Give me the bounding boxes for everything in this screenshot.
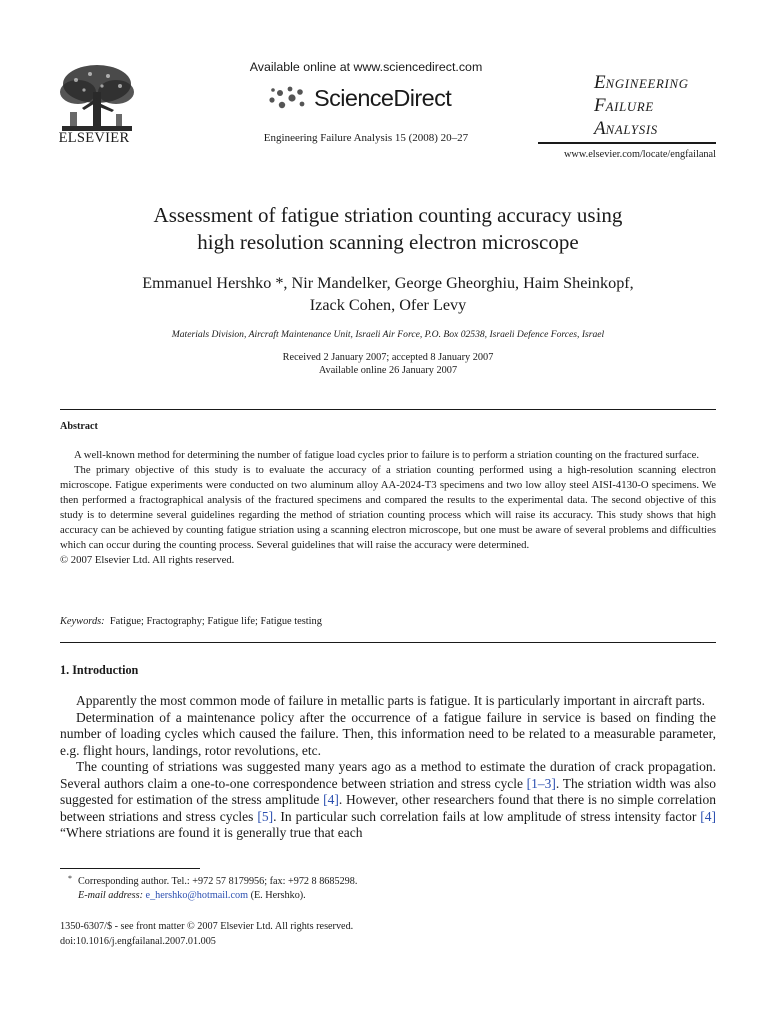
- introduction-body: [60, 693, 716, 842]
- keywords-line: [60, 616, 716, 627]
- citation-link[interactable]: [4]: [700, 808, 717, 824]
- abstract-bottom-rule: [60, 642, 716, 643]
- available-online-line: Available online at www.sciencedirect.com: [249, 60, 483, 74]
- abstract-heading: Abstract: [60, 421, 98, 432]
- available-date: Available online 26 January 2007: [318, 365, 458, 376]
- journal-title: [594, 72, 744, 141]
- keywords-label: Keywords:: [60, 616, 105, 627]
- keywords-list: Fatigue; Fractography; Fatigue life; Fatigue testing: [109, 616, 322, 627]
- journal-title-line-3: ANALYSIS: [594, 118, 658, 139]
- corresponding-author-footnote: * Corresponding author. Tel.: +972 57 8179956; fax: +972 8 8685298.: [68, 874, 358, 887]
- journal-title-line-1: ENGINEERING: [594, 72, 689, 93]
- sciencedirect-wordmark: ScienceDirect: [314, 84, 452, 111]
- journal-url-link[interactable]: www.elsevier.com/locate/engfailanal: [563, 149, 716, 160]
- issn-line: 1350-6307/$ - see front matter © 2007 Elsevier Ltd. All rights reserved.: [60, 921, 354, 932]
- author-affiliation: Materials Division, Aircraft Maintenance Unit, Israeli Air Force, P.O. Box 02538, Israeli Defence Forces, Israel: [171, 329, 605, 340]
- footnote-rule: [60, 868, 200, 869]
- article-dates: [60, 351, 716, 377]
- email-label: E-mail address:: [78, 889, 143, 901]
- abstract-paragraph: The primary objective of this study is to evaluate the accuracy of a striation counting performed using a high-resolution scanning electron microscope. Fatigue experiments were conducted on two aluminum alloy AA-2024-T3 specimens and two low alloy steel AISI-4130-O specimens. We then performed a fractographical analysis of the fractured specimens and compared the results to the experimental data. The second objective of this study is to determine several guidelines regarding the method of striation counting process which will raise its accuracy. This study shows that high accuracy can be achieved by counting fatigue striation using a scanning electron microscope, but one must be aware of several problems and difficulties which can occur during the counting process. Several guidelines that will raise the accuracy were determined.: [60, 464, 716, 551]
- body-paragraph: Apparently the most common mode of failure in metallic parts is fatigue. It is particularly important in aircraft parts.: [76, 693, 706, 708]
- footnotes: [60, 875, 716, 902]
- received-date: Received 2 January 2007; accepted 8 January 2007: [282, 352, 494, 363]
- abstract-top-rule: [60, 409, 716, 410]
- sciencedirect-logo: [264, 82, 451, 114]
- abstract-body: [60, 448, 716, 568]
- article-title: Assessment of fatigue striation counting accuracy using high resolution scanning electron microscope: [153, 203, 623, 254]
- author-list: Emmanuel Hershko *, Nir Mandelker, George Gheorghiu, Haim Sheinkopf, Izack Cohen, Ofer Levy: [142, 274, 634, 314]
- journal-citation: Engineering Failure Analysis 15 (2008) 20–27: [263, 132, 469, 144]
- citation-link[interactable]: [5]: [257, 808, 274, 824]
- journal-title-line-2: FAILURE: [594, 95, 654, 116]
- elsevier-tree-logo: [56, 62, 138, 134]
- citation-link[interactable]: [1–3]: [526, 775, 556, 791]
- journal-title-divider: [538, 142, 716, 144]
- email-link[interactable]: e_hershko@hotmail.com: [145, 889, 249, 901]
- footnote-marker: *: [68, 874, 72, 883]
- body-paragraph: The counting of striations was suggested many years ago as a method to estimate the duration of crack propagation. Several authors claim a one-to-one correspondence between striation and stress cycle [1–3]. The striation width was also suggested for estimation of the stress amplitude [4]. However, other researchers found that there is no simple correlation between striations and stress cycles [5]. In particular such correlation fails at low amplitude of stress intensity factor [4] “Where striations are found it is generally true that each: [60, 759, 717, 840]
- front-matter-info: [60, 919, 716, 949]
- email-footnote: E-mail address: e_hershko@hotmail.com (E. Hershko).: [78, 889, 306, 901]
- abstract-paragraph: A well-known method for determining the number of fatigue load cycles prior to failure is to perform a striation counting on the fractured surface.: [74, 449, 700, 461]
- body-paragraph: Determination of a maintenance policy after the occurrence of a fatigue failure in service is based on finding the number of loading cycles which caused the failure. Then, this information need to be related to a measurable parameter, e.g. flight hours, landings, rotor revolutions, etc.: [60, 709, 716, 758]
- citation-link[interactable]: [4]: [323, 792, 339, 807]
- publisher-name: ELSEVIER: [58, 130, 130, 146]
- doi-line[interactable]: doi:10.1016/j.engfailanal.2007.01.005: [60, 936, 216, 947]
- abstract-copyright: © 2007 Elsevier Ltd. All rights reserved.: [60, 554, 235, 566]
- sciencedirect-dots-icon: [264, 83, 310, 113]
- section-heading-introduction: 1. Introduction: [60, 663, 139, 677]
